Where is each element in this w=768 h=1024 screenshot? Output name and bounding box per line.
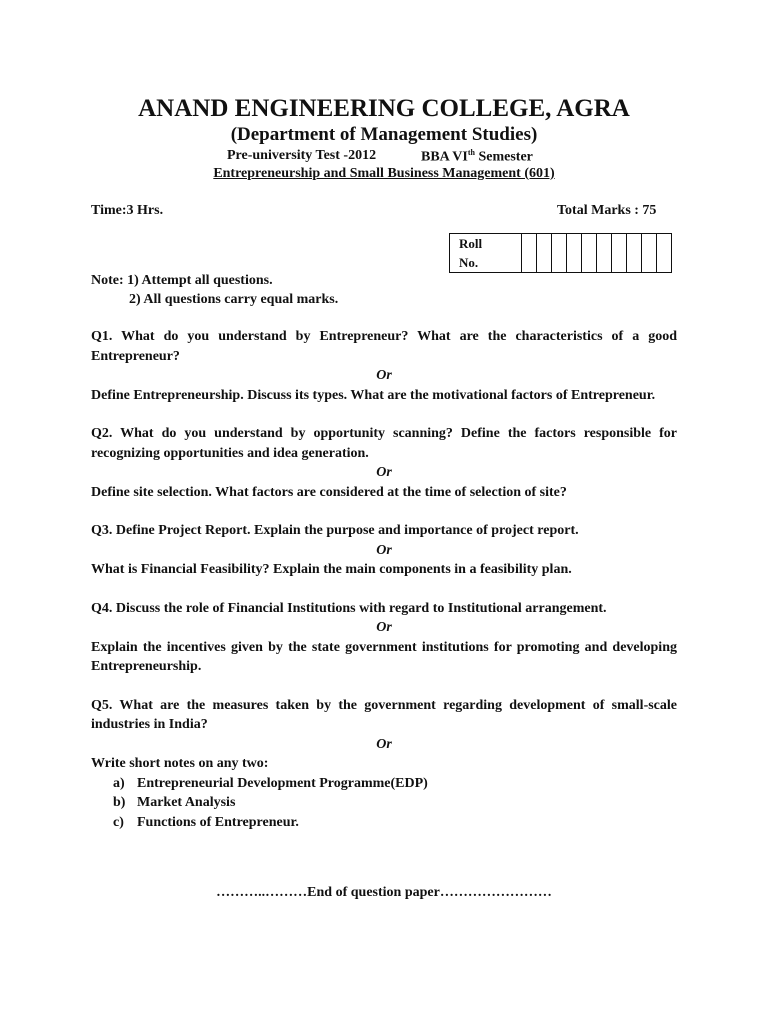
end-of-paper: ………..………End of question paper…………………… bbox=[216, 885, 552, 900]
short-notes-list bbox=[91, 774, 677, 833]
roll-cell[interactable] bbox=[657, 234, 672, 273]
questions-section bbox=[91, 327, 677, 832]
roll-cell[interactable] bbox=[597, 234, 612, 273]
roll-cell[interactable] bbox=[582, 234, 597, 273]
roll-cell[interactable] bbox=[612, 234, 627, 273]
question-3: Q3. Define Project Report. Explain the purpose and importance of project report. bbox=[91, 523, 579, 538]
roll-cell[interactable] bbox=[537, 234, 552, 273]
or-separator: Or bbox=[376, 368, 392, 383]
question-5: Q5. What are the measures taken by the government regarding development of small-scale industries in India? bbox=[91, 697, 677, 732]
question-4: Q4. Discuss the role of Financial Institutions with regard to Institutional arrangement. bbox=[91, 600, 607, 616]
roll-cell[interactable] bbox=[627, 234, 642, 273]
subject-title: Entrepreneurship and Small Business Management (601) bbox=[213, 166, 555, 181]
test-name: Pre-university Test -2012 bbox=[227, 148, 377, 163]
department-name: (Department of Management Studies) bbox=[230, 124, 538, 145]
or-separator: Or bbox=[376, 465, 392, 480]
total-marks: Total Marks : 75 bbox=[557, 203, 657, 218]
roll-cell[interactable] bbox=[567, 234, 582, 273]
list-item: a) Entrepreneurial Development Programme(EDP) bbox=[113, 775, 428, 791]
roll-cell[interactable] bbox=[522, 234, 537, 273]
or-separator: Or bbox=[376, 620, 392, 635]
exam-time: Time:3 Hrs. bbox=[91, 203, 164, 218]
question-3-alternative: What is Financial Feasibility? Explain the main components in a feasibility plan. bbox=[91, 562, 572, 577]
course-semester: BBA VIth Semester bbox=[421, 148, 533, 165]
roll-cell[interactable] bbox=[552, 234, 567, 273]
college-name: ANAND ENGINEERING COLLEGE, AGRA bbox=[138, 95, 630, 122]
roll-number-label: Roll No. bbox=[450, 234, 522, 273]
note-line-2: 2) All questions carry equal marks. bbox=[129, 292, 339, 307]
list-item: c) Functions of Entrepreneur. bbox=[113, 814, 299, 830]
question-4-alternative: Explain the incentives given by the state government institutions for promoting and developing Entrepreneurship. bbox=[91, 639, 677, 674]
or-separator: Or bbox=[376, 736, 392, 752]
question-1-alternative: Define Entrepreneurship. Discuss its types. What are the motivational factors of Entrepreneur. bbox=[91, 387, 656, 403]
roll-number-box bbox=[449, 233, 672, 273]
note-line-1: Note: 1) Attempt all questions. bbox=[91, 273, 273, 288]
or-separator: Or bbox=[376, 542, 392, 558]
question-2: Q2. What do you understand by opportunity scanning? Define the factors responsible for recognizing opportunities and idea generation. bbox=[91, 426, 677, 461]
question-2-alternative: Define site selection. What factors are considered at the time of selection of site? bbox=[91, 484, 567, 500]
question-5-alternative: Write short notes on any two: bbox=[91, 756, 269, 771]
list-item: b) Market Analysis bbox=[113, 795, 236, 810]
roll-cell[interactable] bbox=[642, 234, 657, 273]
question-1: Q1. What do you understand by Entrepreneur? What are the characteristics of a good Entrepreneur? bbox=[91, 329, 677, 364]
